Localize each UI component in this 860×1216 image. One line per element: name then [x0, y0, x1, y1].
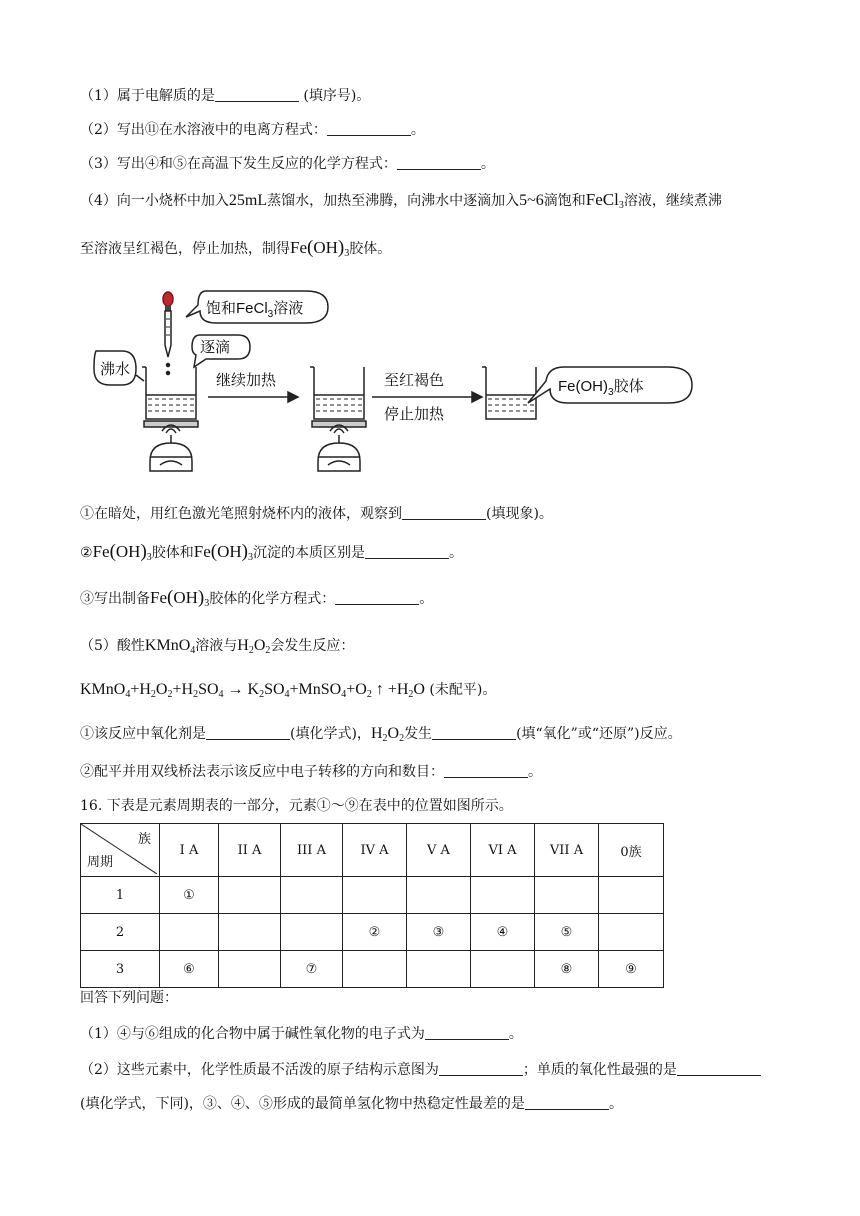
svg-text:停止加热: 停止加热 [384, 406, 445, 423]
q16-part2-line1: （2）这些元素中，化学性质最不活泼的原子结构示意图为 ；单质的氧化性最强的是 [80, 1060, 761, 1080]
answer-blank[interactable] [525, 1095, 609, 1110]
reaction-equation: $KMnO_4+H_2O_2+H_2SO_4$ → $K_2SO_4+MnSO_4+O_2$ ↑ $+H_2O$ (未配平)。 [80, 681, 497, 700]
column-header: IV A [343, 824, 407, 877]
q15-sub1: ①在暗处，用红色激光笔照射烧杯内的液体，观察到 (填现象)。 [80, 506, 553, 522]
q16-part1: （1）④与⑥组成的化合物中属于碱性氧化物的电子式为 。 [80, 1026, 523, 1042]
alcohol-lamp-icon [312, 421, 366, 471]
answer-blank[interactable] [365, 544, 449, 559]
q16-answer-intro: 回答下列问题： [80, 990, 178, 1006]
q15-sub3: ③写出制备$Fe(OH)_3$胶体的化学方程式： 。 [80, 587, 434, 609]
formula-feoh3: $Fe(OH)_3$ [290, 237, 350, 259]
q15-part1: （1）属于电解质的是 (填序号)。 [80, 88, 371, 104]
q15-sub2: $②Fe(OH)_3$胶体和$Fe(OH)_3$沉淀的本质区别是 。 [80, 541, 463, 563]
answer-blank[interactable] [397, 155, 481, 170]
alcohol-lamp-icon [144, 421, 198, 471]
table-row: 1 ① [81, 877, 664, 914]
svg-text:Fe(OH)3胶体: $Fe(OH)_3$胶体 [558, 378, 644, 398]
q15-part5: （5）酸性KMnO$_4$溶液与$H_2O_2$会发生反应： [80, 637, 355, 656]
q16-part2-line2: (填化学式，下同)，③、④、⑤形成的最简单氢化物中热稳定性最差的是 。 [80, 1096, 623, 1112]
answer-blank[interactable] [335, 590, 419, 605]
answer-blank[interactable] [206, 725, 290, 740]
q16-intro: 16. 下表是元素周期表的一部分，元素①～⑨在表中的位置如图所示。 [80, 798, 513, 814]
column-header: 0族 [599, 824, 664, 877]
dropper-icon [163, 292, 173, 357]
svg-text:饱和FeCl3溶液: 饱和FeCl$_3$溶液 [206, 300, 304, 320]
q15-part2: （2）写出⑪在水溶液中的电离方程式： 。 [80, 122, 425, 138]
table-row: 3 ⑥ ⑦ ⑧ ⑨ [81, 951, 664, 988]
column-header: VII A [535, 824, 599, 877]
answer-blank[interactable] [432, 725, 516, 740]
column-header: V A [407, 824, 471, 877]
column-header: I A [160, 824, 219, 877]
header-corner: 族 周期 [81, 824, 160, 877]
answer-blank[interactable] [677, 1061, 761, 1076]
q15-part3: （3）写出④和⑤在高温下发生反应的化学方程式： 。 [80, 156, 495, 172]
beaker-icon [482, 367, 536, 419]
answer-blank[interactable] [439, 1061, 523, 1076]
colloid-preparation-diagram [88, 285, 708, 485]
q15-part4-line1: （4）向一小烧杯中加入25mL蒸馏水，加热至沸腾，向沸水中逐滴加入5~6滴饱和FeCl$_3$溶液，继续煮沸 [80, 190, 722, 211]
svg-text:逐滴: 逐滴 [200, 339, 231, 356]
beaker-icon [310, 367, 364, 419]
column-header: II A [219, 824, 281, 877]
formula-fecl3: FeCl$_3$ [585, 190, 624, 211]
answer-blank[interactable] [215, 87, 299, 102]
answer-blank[interactable] [327, 121, 411, 136]
svg-text:至红褐色: 至红褐色 [384, 372, 445, 389]
column-header: III A [281, 824, 343, 877]
svg-text:沸水: 沸水 [100, 361, 131, 378]
q15-part4-line2: 至溶液呈红褐色，停止加热，制得$Fe(OH)_3$胶体。 [80, 237, 392, 259]
periodic-table [80, 823, 664, 988]
answer-blank[interactable] [402, 505, 486, 520]
table-row: 2 ② ③ ④ ⑤ [81, 914, 664, 951]
q15-part5-sub1: ①该反应中氧化剂是 (填化学式)，$H_2O_2$发生 (填“氧化”或“还原”)反应。 [80, 725, 682, 744]
column-header: VI A [471, 824, 535, 877]
svg-text:继续加热: 继续加热 [216, 372, 277, 389]
answer-blank[interactable] [444, 763, 528, 778]
q15-part5-sub2: ②配平并用双线桥法表示该反应中电子转移的方向和数目： 。 [80, 764, 542, 780]
answer-blank[interactable] [425, 1025, 509, 1040]
